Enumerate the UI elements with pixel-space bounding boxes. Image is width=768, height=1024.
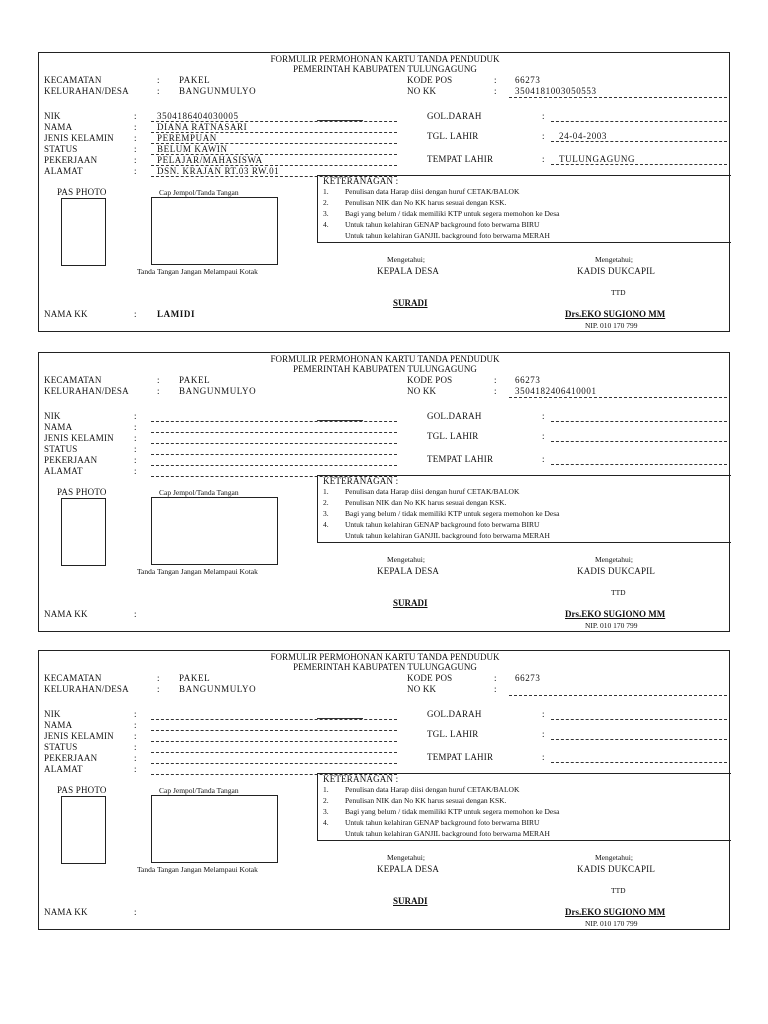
- nik-label: NIK: [44, 709, 61, 719]
- colon: :: [157, 684, 160, 694]
- colon: :: [134, 742, 137, 752]
- colon: :: [134, 122, 137, 132]
- colon: :: [134, 753, 137, 763]
- mengetahui-kadis: Mengetahui;: [595, 255, 633, 264]
- kecamatan-label: KECAMATAN: [44, 673, 102, 683]
- kodepos-value[interactable]: 66273: [515, 375, 541, 385]
- colon: :: [134, 609, 137, 619]
- keterangan-item: Penulisan data Harap diisi dengan huruf CETAK/BALOK: [345, 785, 520, 794]
- colon: :: [542, 431, 545, 441]
- ttd-label: TTD: [611, 288, 626, 297]
- colon: :: [134, 444, 137, 454]
- kepala-desa-label: KEPALA DESA: [377, 266, 440, 276]
- kodepos-label: KODE POS: [407, 673, 453, 683]
- nama-label: NAMA: [44, 720, 73, 730]
- keterangan-item: Untuk tahun kelahiran GANJIL background foto berwarna MERAH: [345, 531, 550, 540]
- keterangan-title: KETERANAGAN :: [323, 176, 399, 186]
- colon: :: [542, 411, 545, 421]
- kelurahan-label: KELURAHAN/DESA: [44, 86, 129, 96]
- colon: :: [134, 709, 137, 719]
- pekerjaan-value[interactable]: PELAJAR/MAHASISWA: [157, 155, 263, 165]
- alamat-value[interactable]: DSN. KRAJAN RT.03 RW.01: [157, 166, 280, 176]
- tgl-value[interactable]: 24-04-2003: [559, 131, 607, 141]
- tgl-label: TGL. LAHIR: [427, 431, 479, 441]
- pas-photo-box[interactable]: [61, 796, 106, 864]
- nokk-line: [509, 695, 727, 696]
- nik-line: [151, 421, 397, 422]
- tgl-line: [551, 441, 727, 442]
- jk-label: JENIS KELAMIN: [44, 133, 114, 143]
- colon: :: [134, 433, 137, 443]
- colon: :: [542, 154, 545, 164]
- namakk-value[interactable]: LAMIDI: [157, 309, 196, 319]
- keterangan-item: Untuk tahun kelahiran GENAP background foto berwarna BIRU: [345, 818, 540, 827]
- jk-value[interactable]: PEREMPUAN: [157, 133, 217, 143]
- keterangan-number: 4.: [323, 520, 329, 529]
- tgl-line: [551, 141, 727, 142]
- keterangan-item: Penulisan NIK dan No KK harus sesuai dengan KSK.: [345, 796, 507, 805]
- form-title: FORMULIR PERMOHONAN KARTU TANDA PENDUDUK: [270, 54, 500, 64]
- colon: :: [542, 131, 545, 141]
- pas-photo-box[interactable]: [61, 198, 106, 266]
- pekerjaan-line: [151, 763, 397, 764]
- colon: :: [134, 466, 137, 476]
- tgl-label: TGL. LAHIR: [427, 729, 479, 739]
- colon: :: [157, 673, 160, 683]
- nip: NIP. 010 170 799: [585, 621, 638, 630]
- keterangan-item: Bagi yang belum / tidak memiliki KTP untuk segera memohon ke Desa: [345, 509, 560, 518]
- mengetahui-kades: Mengetahui;: [387, 555, 425, 564]
- kodepos-value[interactable]: 66273: [515, 673, 541, 683]
- pas-photo-label: PAS PHOTO: [57, 187, 107, 197]
- colon: :: [157, 375, 160, 385]
- kadis-name: Drs.EKO SUGIONO MM: [565, 907, 666, 917]
- status-value[interactable]: BELUM KAWIN: [157, 144, 228, 154]
- nik-value[interactable]: 3504186404030005: [157, 111, 239, 121]
- colon: :: [134, 764, 137, 774]
- kelurahan-label: KELURAHAN/DESA: [44, 684, 129, 694]
- goldarah-label: GOL.DARAH: [427, 709, 482, 719]
- kecamatan-value[interactable]: PAKEL: [179, 673, 211, 683]
- keterangan-number: 4.: [323, 220, 329, 229]
- colon: :: [134, 111, 137, 121]
- colon: :: [494, 75, 497, 85]
- jk-line: [151, 741, 397, 742]
- nama-line: [151, 730, 397, 731]
- nik-extra-line: [317, 420, 363, 421]
- kadis-name: Drs.EKO SUGIONO MM: [565, 609, 666, 619]
- keterangan-item: Penulisan NIK dan No KK harus sesuai dengan KSK.: [345, 498, 507, 507]
- kodepos-label: KODE POS: [407, 375, 453, 385]
- keterangan-item: Untuk tahun kelahiran GENAP background foto berwarna BIRU: [345, 220, 540, 229]
- mengetahui-kadis: Mengetahui;: [595, 853, 633, 862]
- colon: :: [134, 720, 137, 730]
- keterangan-item: Bagi yang belum / tidak memiliki KTP untuk segera memohon ke Desa: [345, 807, 560, 816]
- tempat-label: TEMPAT LAHIR: [427, 752, 494, 762]
- keterangan-item: Untuk tahun kelahiran GENAP background foto berwarna BIRU: [345, 520, 540, 529]
- colon: :: [157, 75, 160, 85]
- keterangan-number: 2.: [323, 498, 329, 507]
- colon: :: [157, 86, 160, 96]
- kepala-desa-label: KEPALA DESA: [377, 566, 440, 576]
- tempat-label: TEMPAT LAHIR: [427, 154, 494, 164]
- keterangan-number: 4.: [323, 818, 329, 827]
- keterangan-item: Penulisan NIK dan No KK harus sesuai dengan KSK.: [345, 198, 507, 207]
- keterangan-item: Untuk tahun kelahiran GANJIL background foto berwarna MERAH: [345, 231, 550, 240]
- form-subtitle: PEMERINTAH KABUPATEN TULUNGAGUNG: [293, 364, 477, 374]
- colon: :: [134, 455, 137, 465]
- colon: :: [542, 709, 545, 719]
- nik-extra-line: [317, 718, 363, 719]
- colon: :: [134, 166, 137, 176]
- mengetahui-kades: Mengetahui;: [387, 255, 425, 264]
- colon: :: [494, 86, 497, 96]
- colon: :: [542, 729, 545, 739]
- kecamatan-label: KECAMATAN: [44, 375, 102, 385]
- status-line: [151, 454, 397, 455]
- kadis-dukcapil-label: KADIS DUKCAPIL: [577, 266, 656, 276]
- kadis-name: Drs.EKO SUGIONO MM: [565, 309, 666, 319]
- tempat-line: [551, 762, 727, 763]
- nama-line: [151, 432, 397, 433]
- pekerjaan-label: PEKERJAAN: [44, 455, 98, 465]
- jk-label: JENIS KELAMIN: [44, 731, 114, 741]
- tempat-line: [551, 464, 727, 465]
- pas-photo-label: PAS PHOTO: [57, 785, 107, 795]
- keterangan-number: 3.: [323, 509, 329, 518]
- goldarah-label: GOL.DARAH: [427, 111, 482, 121]
- colon: :: [134, 155, 137, 165]
- nik-line: [151, 719, 397, 720]
- form-subtitle: PEMERINTAH KABUPATEN TULUNGAGUNG: [293, 64, 477, 74]
- nokk-label: NO KK: [407, 386, 437, 396]
- colon: :: [134, 144, 137, 154]
- colon: :: [134, 731, 137, 741]
- kecamatan-value[interactable]: PAKEL: [179, 75, 211, 85]
- signature-note: Tanda Tangan Jangan Melampaui Kotak: [137, 865, 258, 874]
- colon: :: [134, 907, 137, 917]
- kodepos-label: KODE POS: [407, 75, 453, 85]
- jk-line: [151, 443, 397, 444]
- nik-label: NIK: [44, 111, 61, 121]
- nama-label: NAMA: [44, 422, 73, 432]
- signature-box[interactable]: [151, 497, 278, 565]
- pekerjaan-line: [151, 465, 397, 466]
- cap-jempol-label: Cap Jempol/Tanda Tangan: [159, 786, 239, 795]
- pekerjaan-label: PEKERJAAN: [44, 155, 98, 165]
- colon: :: [134, 411, 137, 421]
- kadis-dukcapil-label: KADIS DUKCAPIL: [577, 864, 656, 874]
- kadis-dukcapil-label: KADIS DUKCAPIL: [577, 566, 656, 576]
- colon: :: [494, 375, 497, 385]
- goldarah-line: [551, 121, 727, 122]
- ttd-label: TTD: [611, 886, 626, 895]
- kades-name: SURADI: [393, 298, 428, 308]
- status-label: STATUS: [44, 742, 78, 752]
- signature-note: Tanda Tangan Jangan Melampaui Kotak: [137, 567, 258, 576]
- goldarah-label: GOL.DARAH: [427, 411, 482, 421]
- form-title: FORMULIR PERMOHONAN KARTU TANDA PENDUDUK: [270, 354, 500, 364]
- tempat-value[interactable]: TULUNGAGUNG: [559, 154, 636, 164]
- kelurahan-value[interactable]: BANGUNMULYO: [179, 386, 257, 396]
- jk-label: JENIS KELAMIN: [44, 433, 114, 443]
- colon: :: [134, 309, 137, 319]
- alamat-label: ALAMAT: [44, 764, 83, 774]
- goldarah-line: [551, 719, 727, 720]
- form-title: FORMULIR PERMOHONAN KARTU TANDA PENDUDUK: [270, 652, 500, 662]
- status-label: STATUS: [44, 144, 78, 154]
- colon: :: [542, 454, 545, 464]
- signature-note: Tanda Tangan Jangan Melampaui Kotak: [137, 267, 258, 276]
- tempat-line: [551, 164, 727, 165]
- tgl-line: [551, 739, 727, 740]
- mengetahui-kades: Mengetahui;: [387, 853, 425, 862]
- keterangan-item: Penulisan data Harap diisi dengan huruf CETAK/BALOK: [345, 187, 520, 196]
- nokk-line: [509, 397, 727, 398]
- signature-box[interactable]: [151, 197, 278, 265]
- keterangan-number: 3.: [323, 807, 329, 816]
- kodepos-value[interactable]: 66273: [515, 75, 541, 85]
- keterangan-item: Untuk tahun kelahiran GANJIL background foto berwarna MERAH: [345, 829, 550, 838]
- kecamatan-value[interactable]: PAKEL: [179, 375, 211, 385]
- tempat-label: TEMPAT LAHIR: [427, 454, 494, 464]
- keterangan-item: Penulisan data Harap diisi dengan huruf CETAK/BALOK: [345, 487, 520, 496]
- nip: NIP. 010 170 799: [585, 919, 638, 928]
- nip: NIP. 010 170 799: [585, 321, 638, 330]
- nama-value[interactable]: DIANA RATNASARI: [157, 122, 248, 132]
- keterangan-number: 2.: [323, 796, 329, 805]
- status-label: STATUS: [44, 444, 78, 454]
- keterangan-title: KETERANAGAN :: [323, 476, 399, 486]
- colon: :: [157, 386, 160, 396]
- ktp-application-form: [38, 52, 730, 332]
- nokk-label: NO KK: [407, 86, 437, 96]
- signature-box[interactable]: [151, 795, 278, 863]
- namakk-label: NAMA KK: [44, 907, 88, 917]
- colon: :: [134, 422, 137, 432]
- goldarah-line: [551, 421, 727, 422]
- nokk-line: [509, 97, 727, 98]
- cap-jempol-label: Cap Jempol/Tanda Tangan: [159, 188, 239, 197]
- colon: :: [494, 684, 497, 694]
- keterangan-number: 2.: [323, 198, 329, 207]
- kelurahan-value[interactable]: BANGUNMULYO: [179, 684, 257, 694]
- colon: :: [542, 111, 545, 121]
- keterangan-number: 1.: [323, 785, 329, 794]
- kelurahan-value[interactable]: BANGUNMULYO: [179, 86, 257, 96]
- kelurahan-label: KELURAHAN/DESA: [44, 386, 129, 396]
- namakk-label: NAMA KK: [44, 309, 88, 319]
- nama-label: NAMA: [44, 122, 73, 132]
- nik-label: NIK: [44, 411, 61, 421]
- kepala-desa-label: KEPALA DESA: [377, 864, 440, 874]
- keterangan-title: KETERANAGAN :: [323, 774, 399, 784]
- nik-extra-line: [317, 120, 363, 121]
- kades-name: SURADI: [393, 896, 428, 906]
- alamat-label: ALAMAT: [44, 166, 83, 176]
- ktp-application-form: [38, 352, 730, 632]
- keterangan-number: 3.: [323, 209, 329, 218]
- mengetahui-kadis: Mengetahui;: [595, 555, 633, 564]
- colon: :: [494, 386, 497, 396]
- keterangan-number: 1.: [323, 187, 329, 196]
- pas-photo-label: PAS PHOTO: [57, 487, 107, 497]
- nokk-value[interactable]: 3504182406410001: [515, 386, 597, 396]
- keterangan-item: Bagi yang belum / tidak memiliki KTP untuk segera memohon ke Desa: [345, 209, 560, 218]
- kades-name: SURADI: [393, 598, 428, 608]
- alamat-label: ALAMAT: [44, 466, 83, 476]
- tgl-label: TGL. LAHIR: [427, 131, 479, 141]
- nokk-value[interactable]: 3504181003050553: [515, 86, 597, 96]
- ttd-label: TTD: [611, 588, 626, 597]
- pas-photo-box[interactable]: [61, 498, 106, 566]
- kecamatan-label: KECAMATAN: [44, 75, 102, 85]
- ktp-application-form: [38, 650, 730, 930]
- namakk-label: NAMA KK: [44, 609, 88, 619]
- status-line: [151, 752, 397, 753]
- keterangan-number: 1.: [323, 487, 329, 496]
- pekerjaan-label: PEKERJAAN: [44, 753, 98, 763]
- colon: :: [542, 752, 545, 762]
- cap-jempol-label: Cap Jempol/Tanda Tangan: [159, 488, 239, 497]
- colon: :: [134, 133, 137, 143]
- form-subtitle: PEMERINTAH KABUPATEN TULUNGAGUNG: [293, 662, 477, 672]
- colon: :: [494, 673, 497, 683]
- nokk-label: NO KK: [407, 684, 437, 694]
